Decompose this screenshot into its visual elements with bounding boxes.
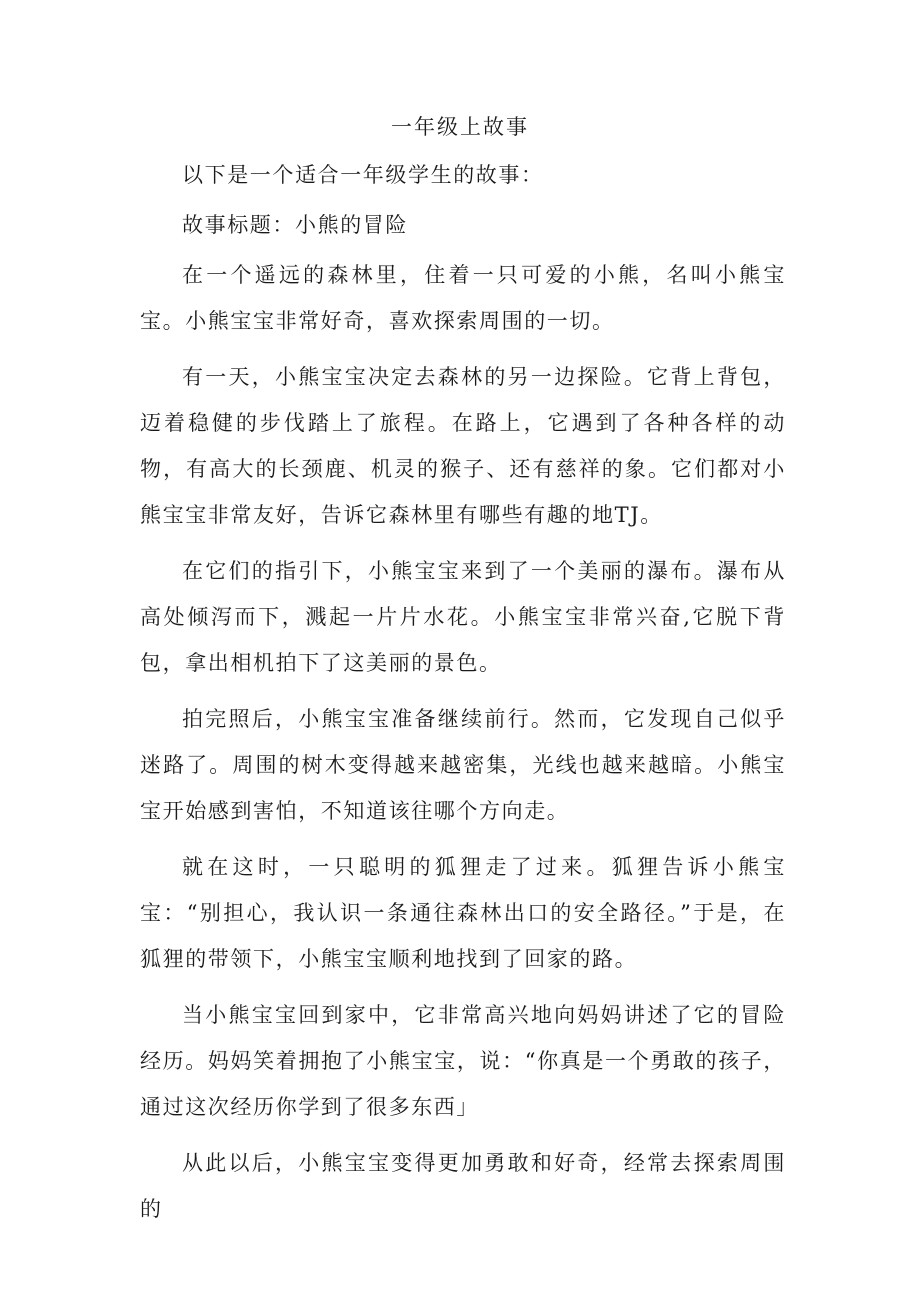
paragraph-4: 拍完照后，小熊宝宝准备继续前行。然而，它发现自己似乎迷路了。周围的树木变得越来越密集，光线也越来越暗。小熊宝宝开始感到害怕，不知道该往哪个方向走。 (140, 707, 786, 823)
document-body (140, 152, 786, 1242)
paragraph-2: 有一天，小熊宝宝决定去森林的另一边探险。它背上背包，迈着稳健的步伐踏上了旅程。在路上，它遇到了各种各样的动物，有高大的长颈鹿、机灵的猴子、还有慈祥的象。它们都对小熊宝宝非常友好，告诉它森林里有哪些有趣的地TJ。 (140, 365, 786, 527)
paragraph-1: 在一个遥远的森林里，住着一只可爱的小熊，名叫小熊宝宝。小熊宝宝非常好奇，喜欢探索周围的一切。 (140, 263, 786, 333)
paragraph-6: 当小熊宝宝回到家中，它非常高兴地向妈妈讲述了它的冒险经历。妈妈笑着拥抱了小熊宝宝，说：“你真是一个勇敢的孩子，通过这次经历你学到了很多东西」 (140, 1003, 786, 1119)
paragraph-7: 从此以后，小熊宝宝变得更加勇敢和好奇，经常去探索周围的 (140, 1151, 786, 1221)
paragraph-3: 在它们的指引下，小熊宝宝来到了一个美丽的瀑布。瀑布从高处倾泻而下，溅起一片片水花。小熊宝宝非常兴奋,它脱下背包，拿出相机拍下了这美丽的景色。 (140, 559, 786, 675)
paragraph-5: 就在这时，一只聪明的狐狸走了过来。狐狸告诉小熊宝宝：“别担心，我认识一条通往森林出口的安全路径。”于是，在狐狸的带领下，小熊宝宝顺利地找到了回家的路。 (140, 855, 786, 971)
paragraph-intro: 以下是一个适合一年级学生的故事： (182, 163, 544, 187)
paragraph-story-title: 故事标题：小熊的冒险 (182, 213, 408, 237)
document-title: 一年级上故事 (391, 115, 529, 139)
